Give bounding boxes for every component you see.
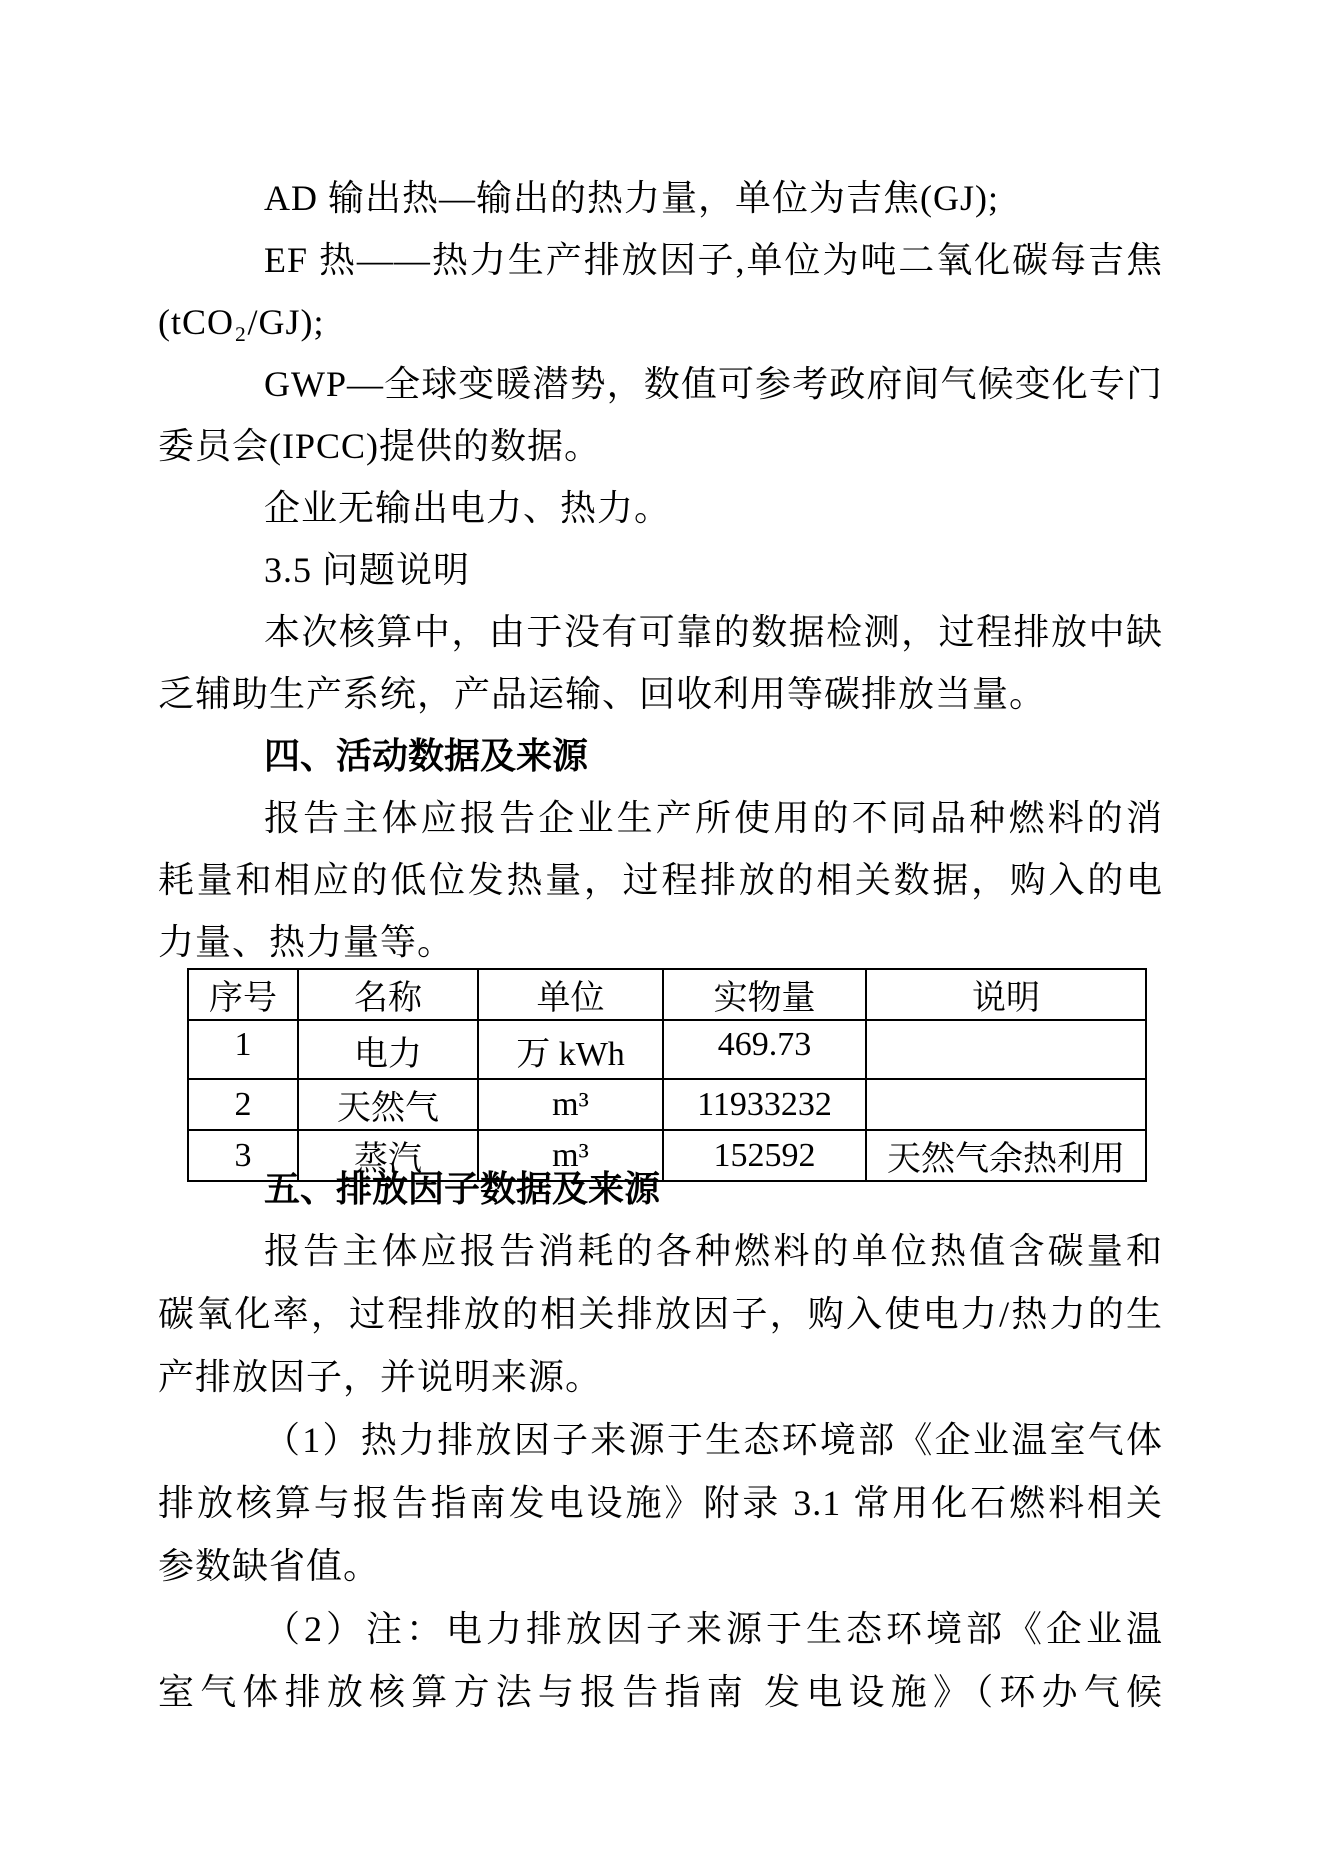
- table-cell-unit: 万 kWh: [478, 1020, 663, 1079]
- text-block-lower: [158, 1157, 1163, 1724]
- definition-line-gwp: GWP—全球变暖潜势，数值可参考政府间气候变化专门: [264, 364, 1163, 404]
- paragraph-heat-factor-source-line-1: （1）热力排放因子来源于生态环境部《企业温室气体: [264, 1420, 1163, 1460]
- table-header-row: [188, 969, 1146, 1020]
- paragraph-heat-factor-source-line-2: 排放核算与报告指南发电设施》附录 3.1 常用化石燃料相关: [158, 1483, 1163, 1523]
- definition-line-ipcc: 委员会(IPCC)提供的数据。: [158, 426, 602, 466]
- table-header-quantity: 实物量: [663, 969, 866, 1020]
- table-cell-quantity: 469.73: [663, 1020, 866, 1079]
- table-cell-quantity: 152592: [663, 1130, 866, 1181]
- table-cell-name: 蒸汽: [298, 1130, 478, 1181]
- table-cell-note: 天然气余热利用: [866, 1130, 1146, 1181]
- paragraph-issue-note-line-2: 乏辅助生产系统，产品运输、回收利用等碳排放当量。: [158, 674, 1047, 714]
- paragraph-emission-factors-line-2: 碳氧化率，过程排放的相关排放因子，购入使电力/热力的生: [158, 1294, 1163, 1334]
- table-cell-index: 1: [188, 1020, 298, 1079]
- table-cell-name: 天然气: [298, 1079, 478, 1130]
- section-heading-activity-data: 四、活动数据及来源: [264, 735, 589, 776]
- paragraph-emission-factors-line-3: 产排放因子，并说明来源。: [158, 1357, 603, 1397]
- table-header-index: 序号: [188, 969, 298, 1020]
- activity-data-table: [187, 968, 1147, 1182]
- paragraph-power-factor-note-line-2: 室气体排放核算方法与报告指南 发电设施》（环办气候: [158, 1672, 1163, 1712]
- paragraph-power-factor-note-line-1: （2）注：电力排放因子来源于生态环境部《企业温: [264, 1609, 1163, 1649]
- table-cell-note: [866, 1079, 1146, 1130]
- paragraph-no-output-power: 企业无输出电力、热力。: [264, 488, 672, 528]
- table-cell-note: [866, 1020, 1146, 1079]
- table-row-natural-gas: [188, 1079, 1146, 1130]
- paragraph-activity-data-line-2: 耗量和相应的低位发热量，过程排放的相关数据，购入的电: [158, 860, 1163, 900]
- section-heading-emission-factors: 五、排放因子数据及来源: [264, 1168, 661, 1209]
- paragraph-emission-factors-line-1: 报告主体应报告消耗的各种燃料的单位热值含碳量和: [264, 1231, 1163, 1271]
- table-cell-unit: m³: [478, 1079, 663, 1130]
- paragraph-issue-note-line-1: 本次核算中，由于没有可靠的数据检测，过程排放中缺: [264, 612, 1163, 652]
- table-header-note: 说明: [866, 969, 1146, 1020]
- definition-line-tco2-gj-unit: (tCO₂/GJ);: [158, 302, 325, 342]
- paragraph-activity-data-line-1: 报告主体应报告企业生产所使用的不同品种燃料的消: [264, 798, 1163, 838]
- table-cell-index: 2: [188, 1079, 298, 1130]
- text-block-upper: [158, 167, 1163, 973]
- table-cell-unit: m³: [478, 1130, 663, 1181]
- table-row-electricity: [188, 1020, 1146, 1079]
- table-cell-name: 电力: [298, 1020, 478, 1079]
- table-header-name: 名称: [298, 969, 478, 1020]
- paragraph-heat-factor-source-line-3: 参数缺省值。: [158, 1546, 381, 1586]
- definition-line-ad-output-heat: AD 输出热—输出的热力量，单位为吉焦(GJ);: [264, 178, 999, 218]
- definition-line-ef-heat: EF 热——热力生产排放因子,单位为吨二氧化碳每吉焦: [264, 240, 1163, 280]
- table-cell-quantity: 11933232: [663, 1079, 866, 1130]
- table-cell-index: 3: [188, 1130, 298, 1181]
- subsection-heading-3-5: 3.5 问题说明: [264, 550, 471, 590]
- paragraph-activity-data-line-3: 力量、热力量等。: [158, 922, 455, 962]
- table-header-unit: 单位: [478, 969, 663, 1020]
